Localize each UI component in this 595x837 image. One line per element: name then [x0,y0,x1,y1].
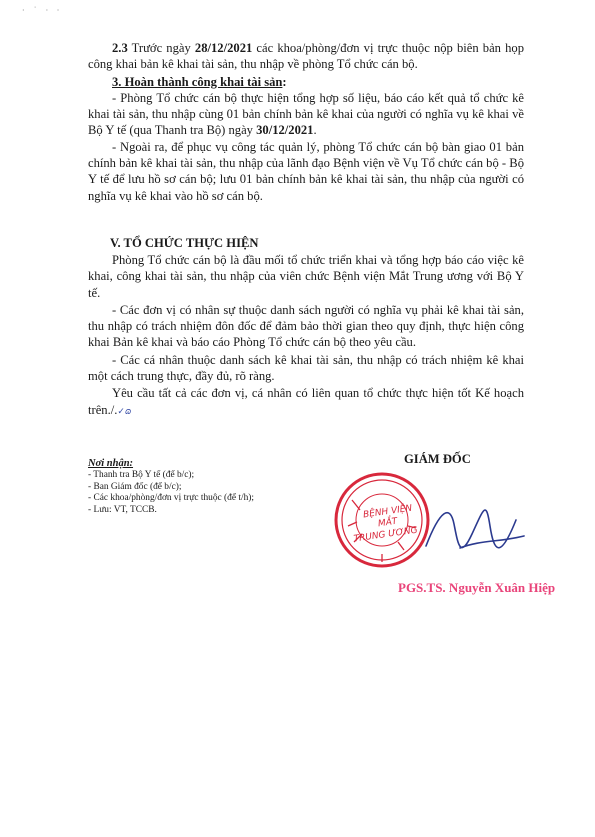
seal-line-1: BỆNH VIỆN [362,503,413,521]
section-3-paragraph-2: - Ngoài ra, để phục vụ công tác quản lý, phòng Tổ chức cán bộ bàn giao 01 bản chính bản kê khai tài sản, thu nhập của lãnh đạo Bệnh viện về Vụ Tổ chức cán bộ - Bộ Y tế để lưu hồ sơ cán bộ; lưu 01 bản chính bản kê khai tài sản, thu nhập của người có nghĩa vụ kê khai vào hồ sơ cán bộ. [88,139,524,203]
recipient-item: - Các khoa/phòng/đơn vị trực thuộc (để t/h); [88,493,254,504]
section-v-paragraph-3: - Các cá nhân thuộc danh sách kê khai tài sản, thu nhập có trách nhiệm kê khai một cách trung thực, đầy đủ, rõ ràng. [88,352,524,384]
report-date: 30/12/2021 [256,123,314,138]
recipients-block [88,458,254,517]
section-v-paragraph-1: Phòng Tổ chức cán bộ là đầu mối tổ chức triển khai và tổng hợp báo cáo việc kê khai, công khai tài sản, thu nhập của viên chức Bệnh viện Mắt Trung ương với Bộ Y tế. [88,253,524,300]
recipient-item: - Thanh tra Bộ Y tế (để b/c); [88,469,195,480]
deadline-date: 28/12/2021 [194,41,253,55]
recipient-item: - Lưu: VT, TCCB. [88,505,157,516]
section-3-heading: 3. Hoàn thành công khai tài sản: [112,74,287,89]
signer-name: PGS.TS. Nguyễn Xuân Hiệp [398,580,556,595]
section-v-paragraph-4: Yêu cầu tất cả các đơn vị, cá nhân có liên quan tổ chức thực hiện tốt Kế hoạch trên./.✓ɷ [88,386,524,417]
section-v-heading: V. TỔ CHỨC THỰC HIỆN [110,236,259,250]
scan-artifact: · ˙ · · [22,6,63,15]
recipients-title: Nơi nhận: [88,458,134,469]
section-v-body [88,252,524,420]
paragraph-2-3: 2.3 Trước ngày 28/12/2021 các khoa/phòng/đơn vị trực thuộc nộp biên bản họp công khai bản kê khai tài sản, thu nhập về phòng Tổ chức cán bộ. [88,41,524,72]
section-v-paragraph-2: - Các đơn vị có nhân sự thuộc danh sách người có nghĩa vụ phải kê khai tài sản, thu nhập có trách nhiệm đôn đốc để đảm bảo thời gian theo quy định, thực hiện công khai Bản kê khai và báo cáo Phòng Tổ chức cán bộ theo yêu cầu. [88,302,524,350]
section-number: 2.3 [112,41,128,55]
initial-mark: ✓ɷ [117,406,132,417]
body-upper [88,40,524,204]
signer-title: GIÁM ĐỐC [404,452,471,466]
handwritten-signature [420,490,530,570]
official-seal [332,470,432,570]
recipient-item: - Ban Giám đốc (để b/c); [88,481,182,492]
seal-line-3: TRUNG ƯƠNG [353,525,419,545]
section-3-paragraph-1: - Phòng Tổ chức cán bộ thực hiện tổng hợp số liệu, báo cáo kết quả tổ chức kê khai tài sản, thu nhập cùng 01 bản chính bản kê khai của người có nghĩa vụ kê khai về Bộ Y tế (qua Thanh tra Bộ) ngày 30/12/2021. [88,90,524,138]
seal-line-2: MẮT [377,516,399,530]
